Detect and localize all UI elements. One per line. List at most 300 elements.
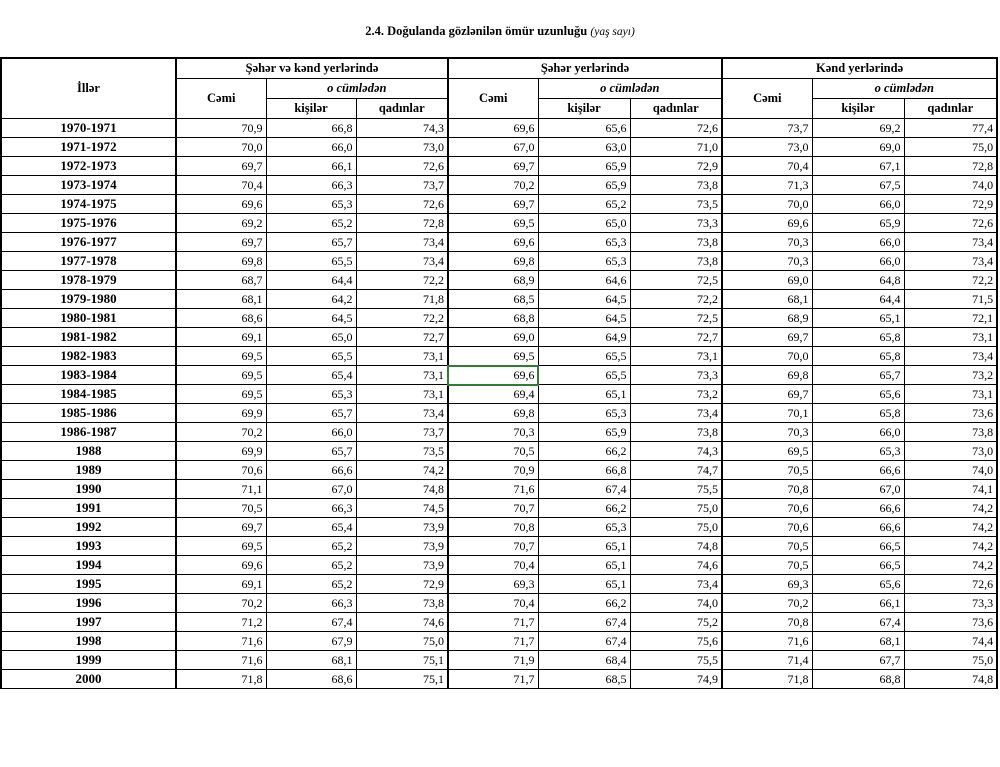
cell-urban-total[interactable]: 70,4 <box>448 556 538 575</box>
cell-urban-men[interactable]: 64,5 <box>538 309 630 328</box>
cell-urban-women[interactable]: 73,8 <box>630 176 722 195</box>
cell-year[interactable]: 1981-1982 <box>1 328 176 347</box>
cell-urban-total[interactable]: 71,6 <box>448 480 538 499</box>
cell-rural-total[interactable]: 70,6 <box>722 499 812 518</box>
cell-all-women[interactable]: 74,2 <box>356 461 448 480</box>
cell-rural-men[interactable]: 66,0 <box>812 195 904 214</box>
cell-all-total[interactable]: 69,7 <box>176 233 266 252</box>
cell-year[interactable]: 1973-1974 <box>1 176 176 195</box>
cell-year[interactable]: 2000 <box>1 670 176 689</box>
cell-all-men[interactable]: 67,0 <box>266 480 356 499</box>
cell-rural-women[interactable]: 71,5 <box>904 290 997 309</box>
cell-all-men[interactable]: 67,4 <box>266 613 356 632</box>
cell-all-women[interactable]: 73,9 <box>356 556 448 575</box>
cell-rural-total[interactable]: 69,5 <box>722 442 812 461</box>
header-including[interactable]: o cümlədən <box>538 79 722 99</box>
cell-urban-total[interactable]: 68,5 <box>448 290 538 309</box>
cell-rural-women[interactable]: 73,6 <box>904 613 997 632</box>
cell-all-men[interactable]: 66,8 <box>266 119 356 138</box>
cell-all-women[interactable]: 72,2 <box>356 309 448 328</box>
cell-all-men[interactable]: 65,2 <box>266 537 356 556</box>
cell-urban-men[interactable]: 65,5 <box>538 347 630 366</box>
cell-all-total[interactable]: 69,5 <box>176 347 266 366</box>
cell-urban-total[interactable]: 70,8 <box>448 518 538 537</box>
cell-urban-women[interactable]: 72,6 <box>630 119 722 138</box>
cell-urban-men[interactable]: 65,3 <box>538 518 630 537</box>
cell-urban-women[interactable]: 73,1 <box>630 347 722 366</box>
cell-year[interactable]: 1991 <box>1 499 176 518</box>
cell-all-women[interactable]: 73,0 <box>356 138 448 157</box>
cell-urban-men[interactable]: 66,2 <box>538 499 630 518</box>
cell-all-women[interactable]: 73,1 <box>356 366 448 385</box>
cell-urban-men[interactable]: 66,2 <box>538 442 630 461</box>
cell-rural-women[interactable]: 73,4 <box>904 347 997 366</box>
cell-all-total[interactable]: 69,5 <box>176 537 266 556</box>
cell-rural-total[interactable]: 70,3 <box>722 252 812 271</box>
cell-urban-men[interactable]: 65,9 <box>538 157 630 176</box>
cell-rural-women[interactable]: 75,0 <box>904 651 997 670</box>
cell-urban-total[interactable]: 68,8 <box>448 309 538 328</box>
cell-rural-women[interactable]: 74,1 <box>904 480 997 499</box>
cell-year[interactable]: 1977-1978 <box>1 252 176 271</box>
cell-rural-men[interactable]: 65,9 <box>812 214 904 233</box>
cell-rural-men[interactable]: 69,2 <box>812 119 904 138</box>
cell-rural-women[interactable]: 74,2 <box>904 556 997 575</box>
cell-rural-women[interactable]: 73,2 <box>904 366 997 385</box>
cell-rural-women[interactable]: 72,9 <box>904 195 997 214</box>
cell-urban-total[interactable]: 69,0 <box>448 328 538 347</box>
cell-urban-women[interactable]: 73,4 <box>630 575 722 594</box>
cell-all-women[interactable]: 72,9 <box>356 575 448 594</box>
cell-all-total[interactable]: 68,1 <box>176 290 266 309</box>
cell-all-total[interactable]: 70,6 <box>176 461 266 480</box>
cell-rural-total[interactable]: 70,3 <box>722 423 812 442</box>
cell-all-total[interactable]: 71,6 <box>176 651 266 670</box>
cell-rural-men[interactable]: 68,1 <box>812 632 904 651</box>
cell-all-women[interactable]: 74,5 <box>356 499 448 518</box>
cell-urban-men[interactable]: 65,3 <box>538 233 630 252</box>
cell-urban-total[interactable]: 71,7 <box>448 670 538 689</box>
cell-urban-men[interactable]: 66,8 <box>538 461 630 480</box>
header-total[interactable]: Cəmi <box>448 79 538 119</box>
cell-urban-women[interactable]: 73,8 <box>630 423 722 442</box>
cell-urban-women[interactable]: 73,5 <box>630 195 722 214</box>
cell-urban-men[interactable]: 68,4 <box>538 651 630 670</box>
cell-rural-total[interactable]: 69,6 <box>722 214 812 233</box>
cell-urban-men[interactable]: 65,2 <box>538 195 630 214</box>
cell-all-total[interactable]: 69,6 <box>176 195 266 214</box>
cell-urban-total[interactable]: 70,7 <box>448 499 538 518</box>
cell-urban-total[interactable]: 69,5 <box>448 347 538 366</box>
cell-all-total[interactable]: 70,0 <box>176 138 266 157</box>
cell-rural-men[interactable]: 65,1 <box>812 309 904 328</box>
cell-year[interactable]: 1992 <box>1 518 176 537</box>
cell-all-total[interactable]: 69,7 <box>176 157 266 176</box>
header-including[interactable]: o cümlədən <box>812 79 997 99</box>
header-group-urban[interactable]: Şəhər yerlərində <box>448 58 722 79</box>
cell-rural-women[interactable]: 72,6 <box>904 214 997 233</box>
cell-urban-men[interactable]: 65,1 <box>538 556 630 575</box>
cell-all-total[interactable]: 69,1 <box>176 575 266 594</box>
cell-urban-total[interactable]: 71,7 <box>448 613 538 632</box>
cell-all-total[interactable]: 69,2 <box>176 214 266 233</box>
cell-rural-total[interactable]: 70,8 <box>722 480 812 499</box>
cell-rural-men[interactable]: 68,8 <box>812 670 904 689</box>
cell-urban-women[interactable]: 73,2 <box>630 385 722 404</box>
cell-all-women[interactable]: 73,1 <box>356 347 448 366</box>
cell-urban-men[interactable]: 65,9 <box>538 176 630 195</box>
cell-all-women[interactable]: 73,7 <box>356 423 448 442</box>
cell-all-women[interactable]: 71,8 <box>356 290 448 309</box>
cell-all-women[interactable]: 73,9 <box>356 518 448 537</box>
cell-urban-men[interactable]: 65,3 <box>538 252 630 271</box>
cell-rural-total[interactable]: 68,1 <box>722 290 812 309</box>
cell-all-men[interactable]: 66,0 <box>266 138 356 157</box>
cell-all-total[interactable]: 71,8 <box>176 670 266 689</box>
cell-year[interactable]: 1989 <box>1 461 176 480</box>
cell-rural-men[interactable]: 66,0 <box>812 252 904 271</box>
cell-rural-men[interactable]: 67,1 <box>812 157 904 176</box>
cell-urban-women[interactable]: 75,6 <box>630 632 722 651</box>
cell-all-men[interactable]: 65,7 <box>266 442 356 461</box>
cell-urban-total[interactable]: 69,8 <box>448 404 538 423</box>
cell-all-men[interactable]: 66,3 <box>266 499 356 518</box>
cell-urban-total[interactable]: 68,9 <box>448 271 538 290</box>
header-including[interactable]: o cümlədən <box>266 79 448 99</box>
cell-urban-men[interactable]: 65,1 <box>538 537 630 556</box>
cell-urban-total[interactable]: 69,8 <box>448 252 538 271</box>
header-women[interactable]: qadınlar <box>630 99 722 119</box>
cell-urban-women[interactable]: 75,5 <box>630 480 722 499</box>
cell-all-total[interactable]: 70,2 <box>176 594 266 613</box>
cell-urban-women[interactable]: 72,5 <box>630 271 722 290</box>
header-men[interactable]: kişilər <box>266 99 356 119</box>
cell-rural-men[interactable]: 66,5 <box>812 537 904 556</box>
cell-all-men[interactable]: 65,2 <box>266 214 356 233</box>
cell-urban-men[interactable]: 67,4 <box>538 613 630 632</box>
cell-year[interactable]: 1996 <box>1 594 176 613</box>
cell-year[interactable]: 1974-1975 <box>1 195 176 214</box>
cell-all-men[interactable]: 65,0 <box>266 328 356 347</box>
cell-year[interactable]: 1993 <box>1 537 176 556</box>
cell-rural-men[interactable]: 66,5 <box>812 556 904 575</box>
cell-urban-total[interactable]: 70,7 <box>448 537 538 556</box>
cell-urban-women[interactable]: 75,0 <box>630 518 722 537</box>
cell-rural-total[interactable]: 68,9 <box>722 309 812 328</box>
cell-rural-women[interactable]: 74,8 <box>904 670 997 689</box>
cell-all-total[interactable]: 69,5 <box>176 366 266 385</box>
header-years[interactable]: İllər <box>1 58 176 119</box>
cell-rural-total[interactable]: 70,2 <box>722 594 812 613</box>
cell-rural-women[interactable]: 73,0 <box>904 442 997 461</box>
cell-urban-men[interactable]: 65,1 <box>538 385 630 404</box>
cell-rural-total[interactable]: 70,3 <box>722 233 812 252</box>
cell-urban-women[interactable]: 75,0 <box>630 499 722 518</box>
cell-rural-men[interactable]: 66,0 <box>812 423 904 442</box>
cell-all-men[interactable]: 65,3 <box>266 385 356 404</box>
cell-urban-total[interactable]: 71,7 <box>448 632 538 651</box>
cell-year[interactable]: 1994 <box>1 556 176 575</box>
header-group-all[interactable]: Şəhər və kənd yerlərində <box>176 58 448 79</box>
header-women[interactable]: qadınlar <box>356 99 448 119</box>
cell-year[interactable]: 1999 <box>1 651 176 670</box>
cell-rural-men[interactable]: 67,4 <box>812 613 904 632</box>
cell-all-men[interactable]: 65,7 <box>266 233 356 252</box>
cell-urban-women[interactable]: 75,2 <box>630 613 722 632</box>
cell-rural-total[interactable]: 70,5 <box>722 537 812 556</box>
cell-rural-men[interactable]: 67,7 <box>812 651 904 670</box>
cell-all-women[interactable]: 74,8 <box>356 480 448 499</box>
cell-rural-men[interactable]: 66,6 <box>812 461 904 480</box>
cell-all-women[interactable]: 72,2 <box>356 271 448 290</box>
cell-year[interactable]: 1975-1976 <box>1 214 176 233</box>
cell-urban-men[interactable]: 65,5 <box>538 366 630 385</box>
cell-all-women[interactable]: 74,3 <box>356 119 448 138</box>
cell-all-total[interactable]: 71,2 <box>176 613 266 632</box>
cell-urban-women[interactable]: 74,3 <box>630 442 722 461</box>
cell-urban-women[interactable]: 72,2 <box>630 290 722 309</box>
cell-all-women[interactable]: 75,0 <box>356 632 448 651</box>
cell-urban-women[interactable]: 74,9 <box>630 670 722 689</box>
cell-year[interactable]: 1997 <box>1 613 176 632</box>
cell-urban-men[interactable]: 65,6 <box>538 119 630 138</box>
cell-all-women[interactable]: 75,1 <box>356 670 448 689</box>
cell-all-total[interactable]: 68,6 <box>176 309 266 328</box>
cell-year[interactable]: 1978-1979 <box>1 271 176 290</box>
cell-urban-total[interactable]: 71,9 <box>448 651 538 670</box>
cell-all-women[interactable]: 73,8 <box>356 594 448 613</box>
cell-rural-men[interactable]: 69,0 <box>812 138 904 157</box>
cell-rural-total[interactable]: 71,8 <box>722 670 812 689</box>
cell-rural-total[interactable]: 69,0 <box>722 271 812 290</box>
cell-all-men[interactable]: 66,3 <box>266 176 356 195</box>
cell-rural-women[interactable]: 73,3 <box>904 594 997 613</box>
cell-rural-total[interactable]: 70,8 <box>722 613 812 632</box>
cell-all-women[interactable]: 74,6 <box>356 613 448 632</box>
cell-year[interactable]: 1971-1972 <box>1 138 176 157</box>
cell-urban-women[interactable]: 72,7 <box>630 328 722 347</box>
cell-rural-men[interactable]: 64,4 <box>812 290 904 309</box>
cell-rural-total[interactable]: 70,1 <box>722 404 812 423</box>
cell-all-men[interactable]: 66,1 <box>266 157 356 176</box>
cell-all-men[interactable]: 66,6 <box>266 461 356 480</box>
cell-urban-women[interactable]: 72,9 <box>630 157 722 176</box>
cell-urban-men[interactable]: 68,5 <box>538 670 630 689</box>
cell-urban-total[interactable]: 70,4 <box>448 594 538 613</box>
cell-urban-men[interactable]: 66,2 <box>538 594 630 613</box>
cell-rural-women[interactable]: 74,4 <box>904 632 997 651</box>
cell-urban-men[interactable]: 64,5 <box>538 290 630 309</box>
cell-rural-men[interactable]: 66,6 <box>812 499 904 518</box>
cell-all-total[interactable]: 70,9 <box>176 119 266 138</box>
cell-urban-total[interactable]: 69,6 <box>448 119 538 138</box>
cell-urban-men[interactable]: 65,0 <box>538 214 630 233</box>
cell-rural-men[interactable]: 65,3 <box>812 442 904 461</box>
cell-rural-women[interactable]: 73,4 <box>904 252 997 271</box>
cell-rural-total[interactable]: 71,4 <box>722 651 812 670</box>
cell-rural-total[interactable]: 70,5 <box>722 461 812 480</box>
cell-rural-men[interactable]: 65,7 <box>812 366 904 385</box>
cell-all-men[interactable]: 67,9 <box>266 632 356 651</box>
cell-urban-men[interactable]: 63,0 <box>538 138 630 157</box>
cell-all-total[interactable]: 69,1 <box>176 328 266 347</box>
cell-all-women[interactable]: 72,8 <box>356 214 448 233</box>
cell-urban-men[interactable]: 64,9 <box>538 328 630 347</box>
cell-rural-total[interactable]: 69,7 <box>722 385 812 404</box>
header-total[interactable]: Cəmi <box>722 79 812 119</box>
cell-rural-women[interactable]: 73,6 <box>904 404 997 423</box>
cell-rural-men[interactable]: 66,1 <box>812 594 904 613</box>
cell-urban-total[interactable]: 69,7 <box>448 157 538 176</box>
cell-all-women[interactable]: 73,4 <box>356 404 448 423</box>
cell-all-women[interactable]: 72,7 <box>356 328 448 347</box>
cell-all-men[interactable]: 65,3 <box>266 195 356 214</box>
cell-urban-women[interactable]: 73,3 <box>630 214 722 233</box>
cell-all-women[interactable]: 73,4 <box>356 233 448 252</box>
cell-rural-women[interactable]: 74,0 <box>904 461 997 480</box>
header-total[interactable]: Cəmi <box>176 79 266 119</box>
cell-all-women[interactable]: 72,6 <box>356 157 448 176</box>
cell-rural-men[interactable]: 66,6 <box>812 518 904 537</box>
cell-rural-men[interactable]: 67,5 <box>812 176 904 195</box>
cell-rural-total[interactable]: 73,7 <box>722 119 812 138</box>
cell-year[interactable]: 1988 <box>1 442 176 461</box>
cell-rural-women[interactable]: 74,0 <box>904 176 997 195</box>
cell-all-total[interactable]: 69,5 <box>176 385 266 404</box>
cell-rural-men[interactable]: 67,0 <box>812 480 904 499</box>
cell-rural-total[interactable]: 73,0 <box>722 138 812 157</box>
cell-all-men[interactable]: 65,2 <box>266 575 356 594</box>
cell-all-men[interactable]: 64,2 <box>266 290 356 309</box>
cell-urban-women[interactable]: 73,8 <box>630 233 722 252</box>
cell-rural-women[interactable]: 73,1 <box>904 328 997 347</box>
cell-all-total[interactable]: 69,9 <box>176 442 266 461</box>
cell-all-total[interactable]: 70,4 <box>176 176 266 195</box>
cell-urban-men[interactable]: 67,4 <box>538 632 630 651</box>
cell-urban-total[interactable]: 69,3 <box>448 575 538 594</box>
cell-all-women[interactable]: 72,6 <box>356 195 448 214</box>
cell-urban-total[interactable]: 70,9 <box>448 461 538 480</box>
cell-all-women[interactable]: 73,1 <box>356 385 448 404</box>
cell-year[interactable]: 1995 <box>1 575 176 594</box>
cell-all-total[interactable]: 70,5 <box>176 499 266 518</box>
cell-all-men[interactable]: 65,2 <box>266 556 356 575</box>
header-men[interactable]: kişilər <box>538 99 630 119</box>
cell-urban-women[interactable]: 73,4 <box>630 404 722 423</box>
cell-rural-men[interactable]: 65,6 <box>812 385 904 404</box>
cell-year[interactable]: 1970-1971 <box>1 119 176 138</box>
cell-urban-women[interactable]: 74,0 <box>630 594 722 613</box>
cell-rural-men[interactable]: 65,8 <box>812 404 904 423</box>
cell-all-men[interactable]: 64,5 <box>266 309 356 328</box>
cell-urban-women[interactable]: 73,3 <box>630 366 722 385</box>
cell-all-total[interactable]: 71,6 <box>176 632 266 651</box>
cell-year[interactable]: 1985-1986 <box>1 404 176 423</box>
cell-urban-women[interactable]: 74,6 <box>630 556 722 575</box>
cell-all-men[interactable]: 66,0 <box>266 423 356 442</box>
cell-rural-total[interactable]: 70,0 <box>722 347 812 366</box>
cell-year[interactable]: 1984-1985 <box>1 385 176 404</box>
cell-all-total[interactable]: 69,7 <box>176 518 266 537</box>
cell-urban-women[interactable]: 72,5 <box>630 309 722 328</box>
cell-all-men[interactable]: 68,6 <box>266 670 356 689</box>
cell-all-women[interactable]: 75,1 <box>356 651 448 670</box>
cell-all-total[interactable]: 69,8 <box>176 252 266 271</box>
cell-all-total[interactable]: 68,7 <box>176 271 266 290</box>
cell-rural-men[interactable]: 65,8 <box>812 347 904 366</box>
cell-urban-men[interactable]: 65,1 <box>538 575 630 594</box>
cell-urban-total[interactable]: 70,2 <box>448 176 538 195</box>
cell-rural-women[interactable]: 77,4 <box>904 119 997 138</box>
cell-all-women[interactable]: 73,9 <box>356 537 448 556</box>
cell-all-men[interactable]: 65,4 <box>266 366 356 385</box>
cell-year[interactable]: 1990 <box>1 480 176 499</box>
cell-all-women[interactable]: 73,4 <box>356 252 448 271</box>
cell-urban-total[interactable]: 69,6 <box>448 233 538 252</box>
header-men[interactable]: kişilər <box>812 99 904 119</box>
cell-rural-women[interactable]: 72,8 <box>904 157 997 176</box>
cell-rural-women[interactable]: 73,1 <box>904 385 997 404</box>
cell-rural-women[interactable]: 74,2 <box>904 518 997 537</box>
cell-year[interactable]: 1976-1977 <box>1 233 176 252</box>
cell-rural-total[interactable]: 70,6 <box>722 518 812 537</box>
cell-rural-total[interactable]: 70,4 <box>722 157 812 176</box>
cell-rural-women[interactable]: 72,2 <box>904 271 997 290</box>
cell-rural-women[interactable]: 73,8 <box>904 423 997 442</box>
cell-urban-women[interactable]: 74,7 <box>630 461 722 480</box>
cell-all-men[interactable]: 66,3 <box>266 594 356 613</box>
cell-rural-total[interactable]: 69,8 <box>722 366 812 385</box>
cell-all-men[interactable]: 65,5 <box>266 347 356 366</box>
cell-urban-women[interactable]: 73,8 <box>630 252 722 271</box>
cell-urban-total[interactable]: 69,4 <box>448 385 538 404</box>
cell-rural-total[interactable]: 69,7 <box>722 328 812 347</box>
cell-urban-total[interactable]: 69,7 <box>448 195 538 214</box>
cell-urban-men[interactable]: 64,6 <box>538 271 630 290</box>
cell-rural-women[interactable]: 74,2 <box>904 499 997 518</box>
cell-all-men[interactable]: 65,5 <box>266 252 356 271</box>
cell-urban-total[interactable]: 69,5 <box>448 214 538 233</box>
cell-all-total[interactable]: 69,6 <box>176 556 266 575</box>
cell-all-women[interactable]: 73,5 <box>356 442 448 461</box>
cell-rural-men[interactable]: 64,8 <box>812 271 904 290</box>
cell-all-total[interactable]: 69,9 <box>176 404 266 423</box>
cell-urban-women[interactable]: 74,8 <box>630 537 722 556</box>
cell-rural-women[interactable]: 75,0 <box>904 138 997 157</box>
cell-year[interactable]: 1980-1981 <box>1 309 176 328</box>
cell-year[interactable]: 1982-1983 <box>1 347 176 366</box>
cell-urban-men[interactable]: 65,9 <box>538 423 630 442</box>
cell-urban-women[interactable]: 75,5 <box>630 651 722 670</box>
cell-rural-men[interactable]: 65,6 <box>812 575 904 594</box>
cell-year[interactable]: 1983-1984 <box>1 366 176 385</box>
cell-urban-total[interactable]: 67,0 <box>448 138 538 157</box>
cell-rural-total[interactable]: 70,0 <box>722 195 812 214</box>
header-group-rural[interactable]: Kənd yerlərində <box>722 58 997 79</box>
header-women[interactable]: qadınlar <box>904 99 997 119</box>
cell-rural-women[interactable]: 74,2 <box>904 537 997 556</box>
cell-year[interactable]: 1998 <box>1 632 176 651</box>
cell-urban-total[interactable]: 70,3 <box>448 423 538 442</box>
cell-urban-total[interactable]: 70,5 <box>448 442 538 461</box>
cell-urban-men[interactable]: 67,4 <box>538 480 630 499</box>
cell-all-women[interactable]: 73,7 <box>356 176 448 195</box>
cell-year[interactable]: 1986-1987 <box>1 423 176 442</box>
cell-urban-total[interactable]: 69,6 <box>448 366 538 385</box>
cell-rural-total[interactable]: 70,5 <box>722 556 812 575</box>
cell-all-men[interactable]: 65,7 <box>266 404 356 423</box>
cell-rural-women[interactable]: 72,6 <box>904 575 997 594</box>
